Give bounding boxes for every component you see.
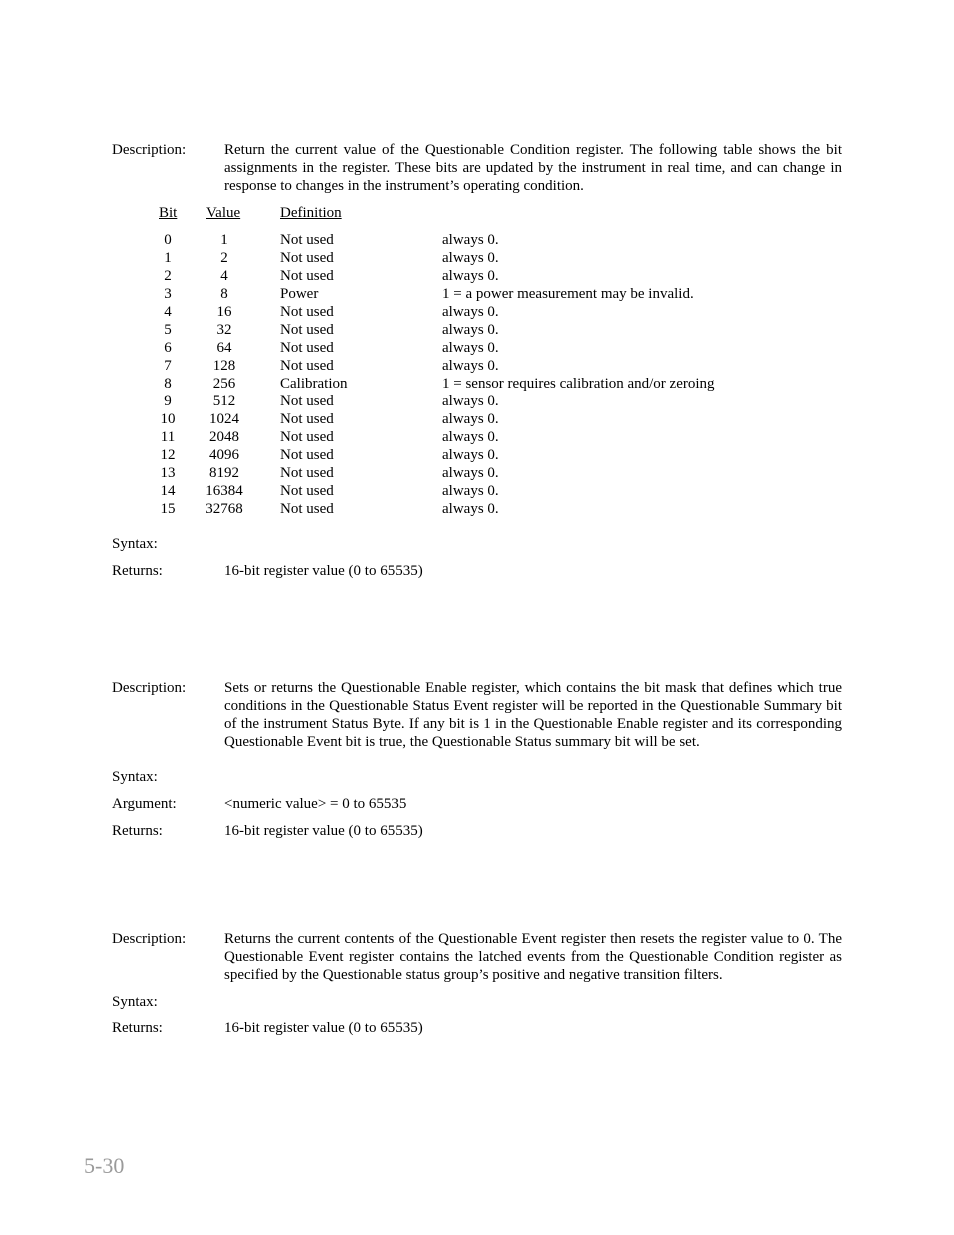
- bit-description: always 0.: [442, 447, 499, 464]
- value-column-header: Value: [206, 205, 241, 221]
- bit-number: 14: [160, 483, 176, 500]
- bit-name: Not used: [280, 429, 334, 446]
- bit-number: 10: [160, 411, 176, 428]
- bit-description: always 0.: [442, 501, 499, 518]
- page-number: 5-30: [84, 1153, 125, 1178]
- bit-name: Not used: [280, 339, 334, 356]
- bit-number: 7: [164, 357, 172, 374]
- bit-description: always 0.: [442, 357, 499, 374]
- bit-number: 15: [160, 501, 176, 518]
- table-row: [0, 321, 954, 339]
- bit-name: Not used: [280, 357, 334, 374]
- bit-value: 2048: [209, 429, 239, 446]
- returns-label: Returns:: [112, 1020, 163, 1036]
- table-row: [0, 500, 954, 518]
- description-text: Return the current value of the Questionable Condition register. The following table shows the bit assignments in the register. These bits are updated by the instrument in real time, and can change in response to changes in the instrument’s operating condition.: [224, 142, 842, 194]
- bit-value: 32: [216, 321, 232, 338]
- bit-description: always 0.: [442, 232, 499, 248]
- returns-label: Returns:: [112, 563, 163, 579]
- bit-value: 16384: [205, 483, 243, 500]
- bit-value: 256: [212, 375, 236, 392]
- bit-number: 12: [160, 447, 176, 464]
- bit-name: Not used: [280, 321, 334, 338]
- returns-text: 16-bit register value (0 to 65535): [224, 563, 423, 579]
- bit-number: 1: [164, 249, 172, 266]
- bit-value: 16: [216, 303, 232, 320]
- description-text: Returns the current contents of the Questionable Event register then resets the register value to 0. The Questionable Event register contains the latched events from the Questionable Condition register as specified by the Questionable status group’s positive and negative transition filters.: [224, 931, 842, 983]
- bit-name: Not used: [280, 447, 334, 464]
- description-label: Description:: [112, 931, 187, 947]
- syntax-label: Syntax:: [112, 536, 158, 552]
- description-label: Description:: [112, 142, 187, 158]
- bit-name: Not used: [280, 465, 334, 482]
- bit-name: Not used: [280, 249, 334, 266]
- bit-name: Not used: [280, 411, 334, 428]
- table-row: [0, 339, 954, 357]
- table-row: [0, 464, 954, 482]
- bit-name: Power: [280, 285, 319, 302]
- bit-value: 1: [220, 232, 228, 248]
- bit-value: 4: [220, 267, 228, 284]
- bit-number: 8: [164, 375, 172, 392]
- bit-value: 128: [212, 357, 236, 374]
- bit-name: Not used: [280, 303, 334, 320]
- syntax-label: Syntax:: [112, 994, 158, 1010]
- syntax-label: Syntax:: [112, 769, 158, 785]
- bit-description: always 0.: [442, 411, 499, 428]
- table-row: [0, 375, 954, 393]
- table-row: [0, 410, 954, 428]
- bit-name: Not used: [280, 232, 334, 248]
- bit-number: 5: [164, 321, 172, 338]
- table-row: [0, 482, 954, 500]
- table-row: [0, 231, 954, 249]
- bit-description: always 0.: [442, 303, 499, 320]
- bit-value: 512: [212, 393, 236, 410]
- bit-description: 1 = a power measurement may be invalid.: [442, 285, 694, 302]
- description-label: Description:: [112, 680, 187, 696]
- bit-number: 0: [164, 232, 172, 248]
- bit-description: always 0.: [442, 267, 499, 284]
- bit-value: 64: [216, 339, 232, 356]
- bit-description: always 0.: [442, 339, 499, 356]
- bit-number: 4: [164, 303, 172, 320]
- bit-name: Not used: [280, 267, 334, 284]
- bit-description: always 0.: [442, 429, 499, 446]
- table-row: [0, 357, 954, 375]
- bit-description: always 0.: [442, 249, 499, 266]
- bit-description: always 0.: [442, 483, 499, 500]
- table-row: [0, 446, 954, 464]
- bit-value: 4096: [209, 447, 239, 464]
- bit-name: Not used: [280, 501, 334, 518]
- bit-number: 13: [160, 465, 176, 482]
- bit-value: 8192: [209, 465, 239, 482]
- description-text: Sets or returns the Questionable Enable register, which contains the bit mask that defines which true conditions in the Questionable Status Event register will be reported in the Questionable Summary bit of the instrument Status Byte. If any bit is 1 in the Questionable Enable register and its corresponding Questionable Event bit is true, the Questionable Status summary bit will be set.: [224, 680, 842, 750]
- bit-name: Not used: [280, 393, 334, 410]
- table-row: [0, 249, 954, 267]
- bit-value: 1024: [209, 411, 239, 428]
- bit-description: 1 = sensor requires calibration and/or zeroing: [442, 375, 715, 392]
- bit-value: 32768: [205, 501, 243, 518]
- bit-name: Calibration: [280, 375, 348, 392]
- argument-label: Argument:: [112, 796, 177, 812]
- bit-value: 2: [220, 249, 228, 266]
- table-row: [0, 392, 954, 410]
- argument-text: <numeric value> = 0 to 65535: [224, 796, 407, 812]
- returns-text: 16-bit register value (0 to 65535): [224, 823, 423, 839]
- table-row: [0, 303, 954, 321]
- returns-label: Returns:: [112, 823, 163, 839]
- definition-column-header: Definition: [280, 205, 342, 221]
- bit-number: 3: [164, 285, 172, 302]
- returns-text: 16-bit register value (0 to 65535): [224, 1020, 423, 1036]
- table-row: [0, 267, 954, 285]
- table-row: [0, 428, 954, 446]
- bit-name: Not used: [280, 483, 334, 500]
- bit-column-header: Bit: [159, 205, 178, 221]
- bit-number: 11: [160, 429, 176, 446]
- bit-number: 9: [164, 393, 172, 410]
- bit-number: 6: [164, 339, 172, 356]
- bit-description: always 0.: [442, 465, 499, 482]
- bit-assignment-table: [0, 231, 954, 518]
- bit-description: always 0.: [442, 393, 499, 410]
- bit-value: 8: [220, 285, 228, 302]
- bit-description: always 0.: [442, 321, 499, 338]
- bit-number: 2: [164, 267, 172, 284]
- table-row: [0, 285, 954, 303]
